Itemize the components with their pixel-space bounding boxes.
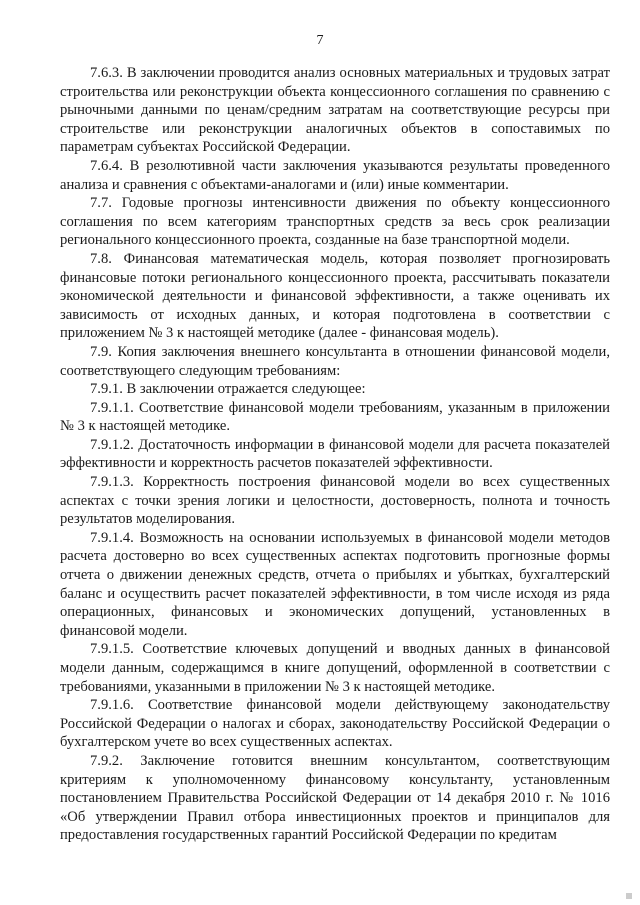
scan-corner-mark <box>626 893 632 899</box>
paragraph-7-9-2: 7.9.2. Заключение готовится внешним консультантом, соответствующим критериям к уполномоченному финансовому консультанту, установленным постановлением Правительства Российской Федерации от 14 декабря 2010 г. № 1016 «Об утверждении Правил отбора инвестиционных проектов и принципалов для предоставления государственных гарантий Российской Федерации по кредитам <box>60 752 610 844</box>
paragraph-7-9-1-5: 7.9.1.5. Соответствие ключевых допущений и вводных данных в финансовой модели данным, содержащимся в книге допущений, оформленной в соответствии с требованиями, указанными в приложении № 3 к настоящей методике. <box>60 641 610 695</box>
paragraph-7-9: 7.9. Копия заключения внешнего консультанта в отношении финансовой модели, соответствующего следующим требованиям: <box>60 343 610 379</box>
paragraph-7-7: 7.7. Годовые прогнозы интенсивности движения по объекту концессионного соглашения по всем категориям транспортных средств за весь срок реализации регионального концессионного проекта, созданные на базе транспортной модели. <box>60 195 610 249</box>
paragraph-7-9-1: 7.9.1. В заключении отражается следующее: <box>90 381 366 398</box>
paragraph-7-6-4: 7.6.4. В резолютивной части заключения указываются результаты проведенного анализа и сравнения с объектами-аналогами и (или) иные комментарии. <box>60 157 610 193</box>
paragraph-7-9-1-6: 7.9.1.6. Соответствие финансовой модели действующему законодательству Российской Федерации о налогах и сборах, законодательству Российской Федерации о бухгалтерском учете во всех существенных аспектах. <box>60 697 610 751</box>
paragraph-7-6-3: 7.6.3. В заключении проводится анализ основных материальных и трудовых затрат строительства или реконструкции объекта концессионного соглашения по сравнению с рыночными данными по ценам/средним затратам на соответствующие ресурсы при строительстве или реконструкции аналогичных объектов в сопоставимых по параметрам субъектах Российской Федерации. <box>60 65 610 156</box>
document-body <box>60 64 610 845</box>
paragraph-7-9-1-2: 7.9.1.2. Достаточность информации в финансовой модели для расчета показателей эффективности и корректность расчетов показателей эффективности. <box>60 436 610 472</box>
paragraph-7-9-1-3: 7.9.1.3. Корректность построения финансовой модели во всех существенных аспектах с точки зрения логики и целостности, достоверность, полнота и точность результатов моделирования. <box>60 474 610 528</box>
page-number: 7 <box>316 33 324 48</box>
paragraph-7-9-1-1: 7.9.1.1. Соответствие финансовой модели требованиям, указанным в приложении № 3 к настоящей методике. <box>60 399 610 435</box>
paragraph-7-8: 7.8. Финансовая математическая модель, которая позволяет прогнозировать финансовые потоки регионального концессионного проекта, рассчитывать показатели экономической деятельности и финансовой эффективности, а также оценивать их зависимость от исходных данных, и которая подготовлена в соответствии с приложением № 3 к настоящей методике (далее - финансовая модель). <box>60 250 610 342</box>
paragraph-7-9-1-4: 7.9.1.4. Возможность на основании используемых в финансовой модели методов расчета достоверно во всех существенных аспектах подготовить прогнозные формы отчета о движении денежных средств, отчета о прибылях и убытках, бухгалтерский баланс и осуществить расчет показателей эффективности, в том числе исходя из ряда операционных, финансовых и экономических допущений, установленных в финансовой модели. <box>60 529 610 639</box>
